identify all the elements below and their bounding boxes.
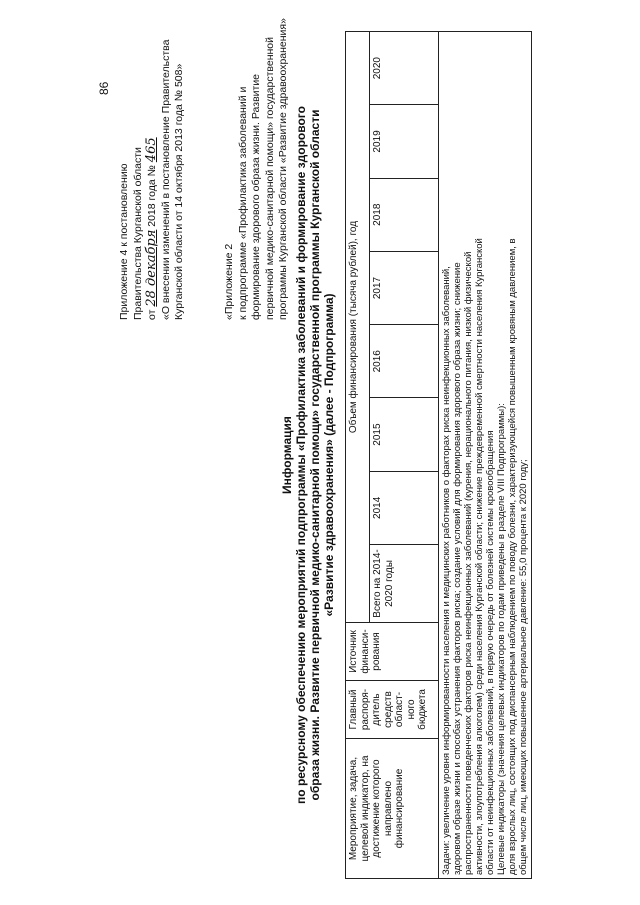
resource-table	[345, 31, 532, 879]
appendix2-line: программы Курганской области «Развитие здравоохранения»	[277, 18, 289, 320]
footer-line: распространенности поведенческих факторов риска неинфекционных заболеваний (курения, нерационального питания, низкой физической	[463, 251, 474, 875]
appendix2-line: к подпрограмме «Профилактика заболеваний и	[236, 86, 249, 320]
date-prefix: от	[146, 309, 158, 320]
header-year: 2017	[370, 251, 439, 324]
header-total: Всего на 2014-2020 годы	[370, 545, 439, 623]
footer-line: доля взрослых лиц, состоящих под диспансерным наблюдением по поводу болезни, характеризующейся повышенным кровяным давлением, в	[507, 238, 518, 875]
header-year: 2014	[370, 471, 439, 544]
appendix4-date-line	[145, 20, 160, 320]
footer-line: здоровом образе жизни и способах устранения факторов риска; создание условий для формирования здорового образа жизни; снижение	[452, 262, 463, 875]
header-year: 2016	[370, 325, 439, 398]
title-line: образа жизни. Развитие первичной медико-санитарной помощи» государственной программы Курганской области	[308, 109, 322, 801]
header-manager: Главный распоря-дитель средств област-ного бюджета	[346, 681, 439, 739]
appendix2-line: первичной медико-санитарной помощи» государственной	[263, 36, 276, 320]
header-source: Источник финанси-рования	[346, 623, 439, 681]
date-mid: 2018 года №	[146, 165, 158, 227]
footer-line: общем числе лиц, имеющих повышенное артериальное давление: 55,0 процента к 2020 году;	[518, 459, 529, 875]
footer-line: Целевые индикаторы (значения целевых индикаторов по годам приведены в разделе VIII Подпрограммы):	[496, 403, 507, 875]
header-volume: Объем финансирования (тысяча рублей), год	[346, 32, 370, 623]
appendix2-line: «Приложение 2	[223, 243, 235, 320]
footer-line: области от неинфекционных заболеваний, в первую очередь от болезней системы кровообращения	[485, 430, 496, 875]
footer-line: Задачи: увеличение уровня информированности населения и медицинских работников о факторах риска неинфекционных заболеваний,	[441, 266, 452, 875]
title-line: Информация	[280, 416, 294, 494]
header-year: 2019	[370, 105, 439, 178]
appendix4-line: «О внесении изменений в постановление Правительства	[159, 39, 172, 320]
appendix-4-header	[118, 20, 187, 320]
title-line: «Развитие здравоохранения» (далее - Подпрограмма)	[322, 293, 336, 617]
appendix4-line: Приложение 4 к постановлению	[118, 163, 130, 320]
handwritten-date: 28 декабря	[144, 229, 159, 307]
header-year: 2020	[370, 32, 439, 105]
appendix4-line: Курганской области от 14 октября 2013 года № 508»	[173, 63, 185, 320]
page-number: 86	[97, 81, 111, 95]
appendix2-line: формирование здорового образа жизни. Развитие	[250, 73, 262, 320]
appendix4-line: Правительства Курганской области	[131, 147, 144, 320]
tasks-and-indicators	[439, 32, 532, 879]
document-title	[280, 45, 336, 865]
header-measure: Мероприятие, задача, целевой индикатор, на достижение которого направлено финансирование	[346, 739, 439, 879]
header-year: 2018	[370, 178, 439, 251]
handwritten-number: 465	[144, 137, 159, 163]
header-year: 2015	[370, 398, 439, 471]
footer-line: активности, злоупотребления алкоголем) среди населения Курганской области; снижение преждевременной смертности населения Курганской	[474, 238, 485, 875]
title-line: по ресурсному обеспечению мероприятий подпрограммы «Профилактика заболеваний и формирование здорового	[294, 106, 308, 804]
